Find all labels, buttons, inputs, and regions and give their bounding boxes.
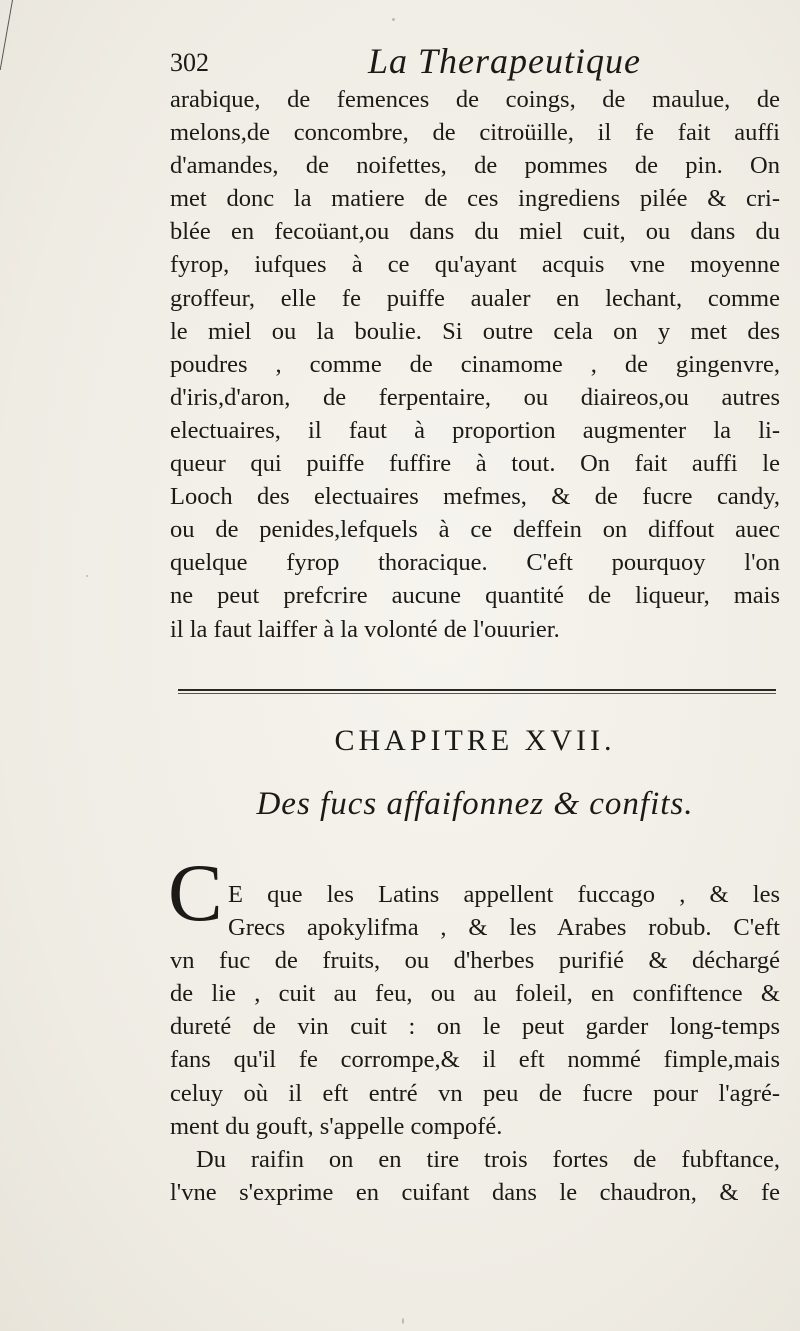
text-line: ou de penides,lefquels à ce deffein on diffout auec	[170, 516, 780, 544]
text-line: met donc la matiere de ces ingrediens pilée & cri-	[170, 185, 780, 213]
text-line: ne peut prefcrire aucune quantité de liqueur, mais	[170, 582, 780, 610]
text-line: d'amandes, de noifettes, de pommes de pin. On	[170, 152, 780, 180]
text-line: il la faut laiffer à la volonté de l'ouurier.	[170, 615, 560, 643]
text-line: arabique, de femences de coings, de maulue, de	[170, 86, 780, 113]
page-number: 302	[170, 48, 209, 77]
chapter-subtitle: Des fucs affaifonnez & confits.	[256, 786, 694, 822]
page-edge-line	[0, 0, 13, 70]
text-line: electuaires, il faut à proportion augmenter la li-	[170, 416, 780, 444]
paper-speck	[402, 1318, 404, 1324]
text-line: Grecs apokylifma , & les Arabes robub. C'eft	[228, 914, 780, 942]
text-line: celuy où il eft entré vn peu de fucre pour l'agré-	[170, 1079, 780, 1107]
running-title: La Therapeutique	[368, 41, 641, 81]
text-line: E que les Latins appellent fuccago , & les	[228, 881, 780, 908]
text-line: Du raifin on en tire trois fortes de fubftance,	[196, 1145, 780, 1173]
chapter-heading: CHAPITRE XVII.	[334, 724, 616, 757]
paragraph-continued	[170, 83, 780, 646]
text-line: l'vne s'exprime en cuifant dans le chaudron, & fe	[170, 1178, 780, 1206]
text-line: poudres , comme de cinamome , de gingenvre,	[170, 350, 780, 378]
text-line: de lie , cuit au feu, ou au foleil, en confiftence &	[170, 980, 780, 1008]
paper-speck	[86, 575, 88, 577]
text-line: groffeur, elle fe puiffe aualer en lechant, comme	[170, 284, 780, 312]
text-line: blée en fecoüant,ou dans du miel cuit, ou dans du	[170, 218, 780, 246]
text-line: fans qu'il fe corrompe,& il eft nommé fimple,mais	[170, 1046, 780, 1074]
chapter-rule-thin	[178, 693, 776, 694]
text-line: d'iris,d'aron, de ferpentaire, ou diaireos,ou autres	[170, 383, 780, 411]
text-line: le miel ou la boulie. Si outre cela on y met des	[170, 317, 780, 345]
text-line: quelque fyrop thoracique. C'eft pourquoy l'on	[170, 549, 780, 577]
chapter-rule	[178, 689, 776, 691]
paper-speck	[392, 18, 395, 21]
drop-cap: C	[168, 847, 223, 938]
text-line: Looch des electuaires mefmes, & de fucre candy,	[170, 483, 780, 511]
paragraph-chapter-start	[170, 878, 780, 1209]
text-line: dureté de vin cuit : on le peut garder long-temps	[170, 1013, 780, 1041]
text-line: queur qui puiffe fuffire à tout. On fait auffi le	[170, 450, 780, 478]
text-line: vn fuc de fruits, ou d'herbes purifié & déchargé	[170, 947, 780, 975]
text-line: melons,de concombre, de citroüille, il fe fait auffi	[170, 119, 780, 147]
text-line: ment du gouft, s'appelle compofé.	[170, 1112, 503, 1140]
text-line: fyrop, iufques à ce qu'ayant acquis vne moyenne	[170, 251, 780, 279]
